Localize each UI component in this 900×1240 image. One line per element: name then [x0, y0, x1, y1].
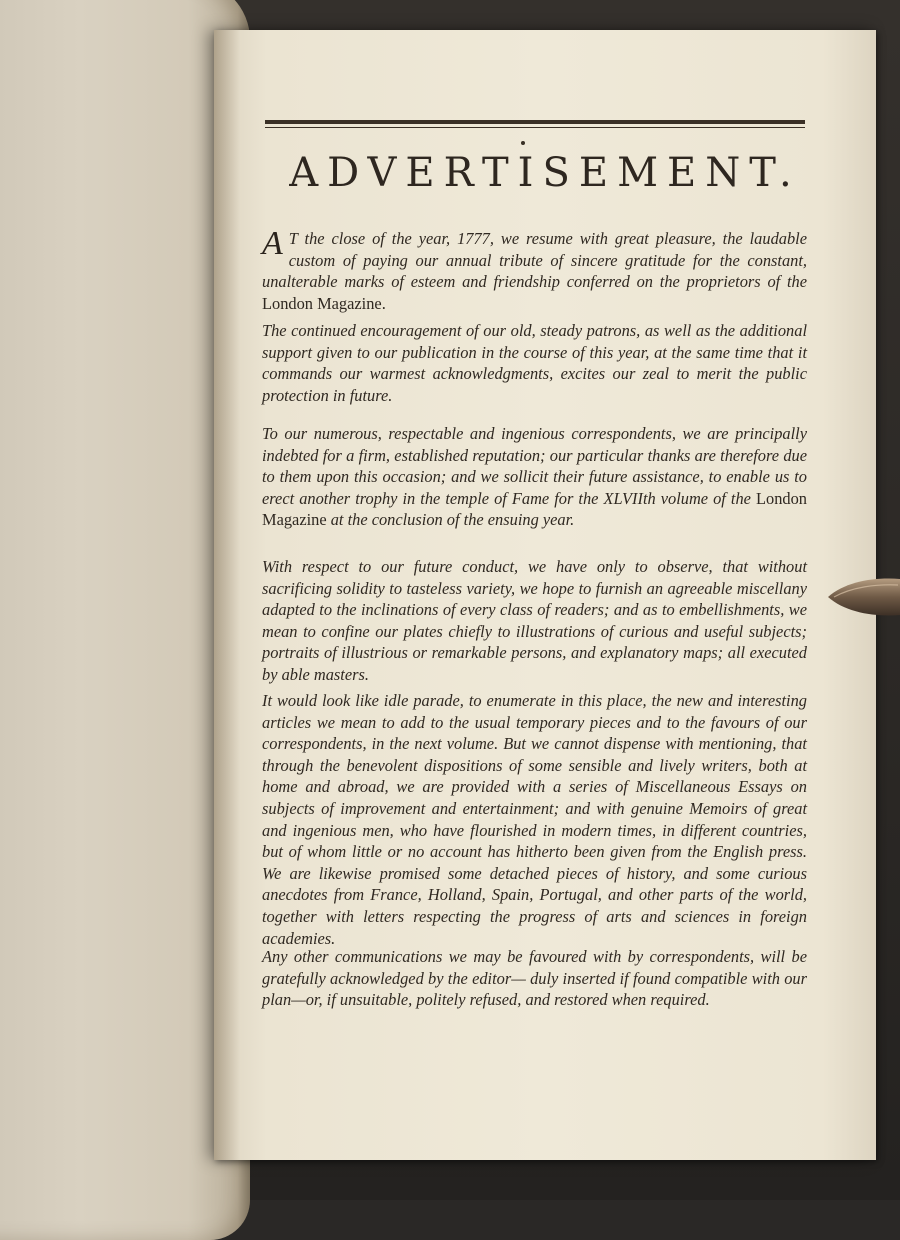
paragraph-5 [262, 690, 807, 949]
paragraph-1 [262, 225, 807, 314]
paragraph-3 [262, 423, 807, 531]
paragraph-6 [262, 946, 807, 1011]
paragraph-text: T the close of the year, 1777, we resume with great pleasure, the laudable custom of paying our annual tribute of sincere gratitude for the constant, unalterable marks of esteem and friendship conferred on the proprietors of the [262, 229, 807, 292]
paragraph-text: London Magazine. [262, 293, 386, 313]
paragraph-2 [262, 320, 807, 406]
ornament-dot [521, 141, 525, 145]
paragraph-text: London Magazine [262, 488, 807, 530]
page-marker-clip [826, 575, 900, 619]
paragraph-text: The continued encouragement of our old, steady patrons, as well as the additional support given to our publication in the course of this year, at the same time that it commands our warmest acknowledgments, excites our zeal to merit the public protection in future. [262, 321, 807, 405]
header-rule-thin [265, 127, 805, 128]
show-through-ink [0, 26, 164, 118]
header-rule-thick [265, 120, 805, 124]
facing-page-left [0, 0, 250, 1240]
page-title: ADVERTISEMENT. [289, 150, 801, 196]
paragraph-text: Any other communications we may be favoured with by correspondents, will be gratefully acknowledged by the editor— duly inserted if found compatible with our plan—or, if unsuitable, politely refused, and restored when required. [262, 947, 807, 1010]
gutter-shadow [214, 30, 240, 1160]
paragraph-text: With respect to our future conduct, we have only to observe, that without sacrificing solidity to tasteless variety, we hope to furnish an agreeable miscellany adapted to the inclinations of every class of readers; and as to embellishments, we mean to confine our plates chiefly to illustrations of curious and useful subjects; portraits of illustrious or remarkable persons, and explanatory maps; all executed by able masters. [262, 557, 807, 684]
paragraph-text: It would look like idle parade, to enumerate in this place, the new and interesting articles we mean to add to the usual temporary pieces and to the favours of our correspondents, in the next volume. But we cannot dispense with mentioning, that through the benevolent dispositions of some sensible and lively writers, both at home and abroad, we are provided with a series of Miscellaneous Essays on subjects of improvement and entertainment; and with genuine Memoirs of great and ingenious men, who have flourished in modern times, in different countries, but of whom little or no account has hitherto been given from the English press. We are likewise promised some detached pieces of history, and some curious anecdotes from France, Holland, Spain, Portugal, and other parts of the world, together with letters respecting the progress of arts and sciences in foreign academies. [262, 691, 807, 948]
paragraph-text: at the conclusion of the ensuing year. [326, 510, 575, 530]
paragraph-text: To our numerous, respectable and ingenious correspondents, we are principally indebted for a firm, established reputation; our particular thanks are therefore due to them upon this occasion; and we sollicit their future assistance, to enable us to erect another trophy in the temple of Fame for the XLVIIth volume of the [262, 424, 807, 508]
drop-cap: A [262, 225, 283, 262]
paragraph-4 [262, 556, 807, 686]
